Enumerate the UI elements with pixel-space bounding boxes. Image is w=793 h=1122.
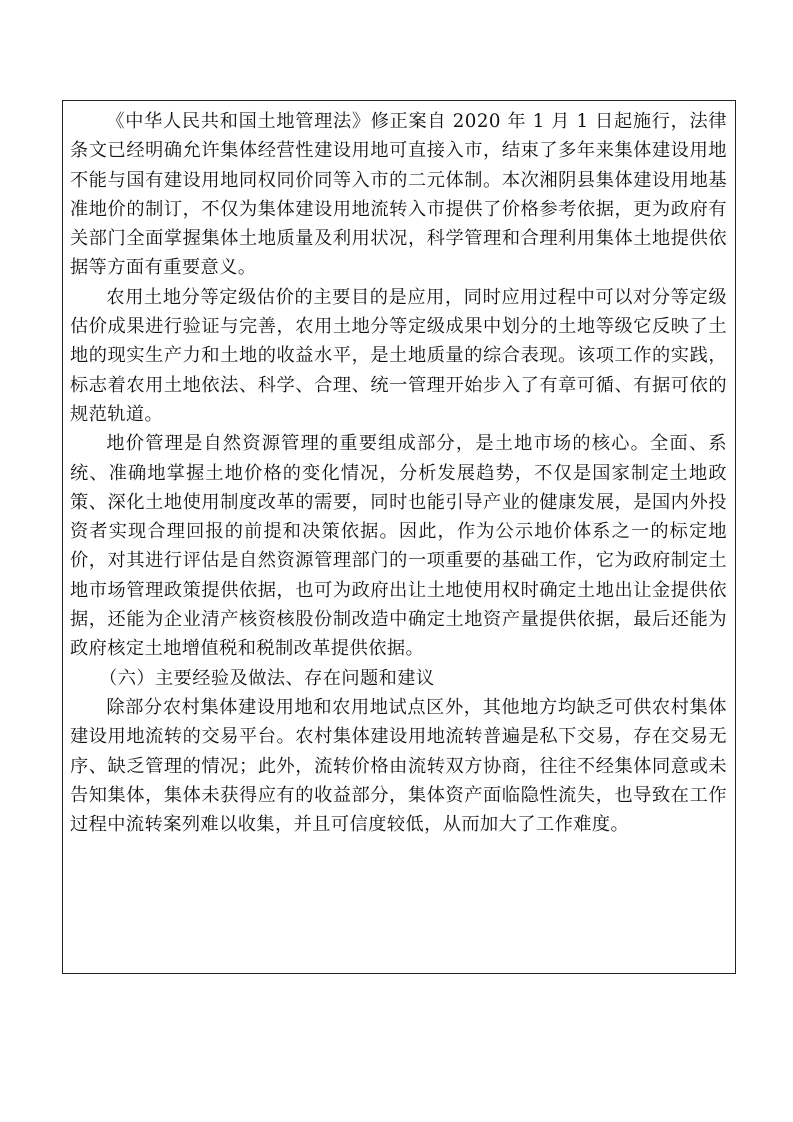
- paragraph-problems: 除部分农村集体建设用地和农用地试点区外，其他地方均缺乏可供农村集体建设用地流转的交易平台。农村集体建设用地流转普遍是私下交易，存在交易无序、缺乏管理的情况；此外，流转价格由流转双方协商，往往不经集体同意或未告知集体，集体未获得应有的收益部分，集体资产面临隐性流失，也导致在工作过程中流转案列难以收集，并且可信度较低，从而加大了工作难度。: [70, 696, 727, 836]
- paragraph-land-law-amendment: 《中华人民共和国土地管理法》修正案自 2020 年 1 月 1 日起施行，法律条文已经明确允许集体经营性建设用地可直接入市，结束了多年来集体建设用地不能与国有建设用地同权同价同等入市的二元体制。本次湘阴县集体建设用地基准地价的制订，不仅为集体建设用地流转入市提供了价格参考依据，更为政府有关部门全面掌握集体土地质量及利用状况，科学管理和合理利用集体土地提供依据等方面有重要意义。: [70, 111, 727, 279]
- paragraph-land-price-management: 地价管理是自然资源管理的重要组成部分，是土地市场的核心。全面、系统、准确地掌握土地价格的变化情况，分析发展趋势，不仅是国家制定土地政策、深化土地使用制度改革的需要，同时也能引导产业的健康发展，是国内外投资者实现合理回报的前提和决策依据。因此，作为公示地价体系之一的标定地价，对其进行评估是自然资源管理部门的一项重要的基础工作，它为政府制定土地市场管理政策提供依据，也可为政府出让土地使用权时确定土地出让金提供依据，还能为企业清产核资核股份制改造中确定土地资产量提供依据，最后还能为政府核定土地增值税和税制改革提供依据。: [70, 433, 727, 660]
- section-heading: （六）主要经验及做法、存在问题和建议: [99, 667, 435, 689]
- paragraph-farmland-grading: 农用土地分等定级估价的主要目的是应用，同时应用过程中可以对分等定级估价成果进行验证与完善，农用土地分等定级成果中划分的土地等级它反映了土地的现实生产力和土地的收益水平，是土地质量的综合表现。该项工作的实践，标志着农用土地依法、科学、合理、统一管理开始步入了有章可循、有据可依的规范轨道。: [70, 286, 727, 425]
- document-body: [70, 107, 727, 839]
